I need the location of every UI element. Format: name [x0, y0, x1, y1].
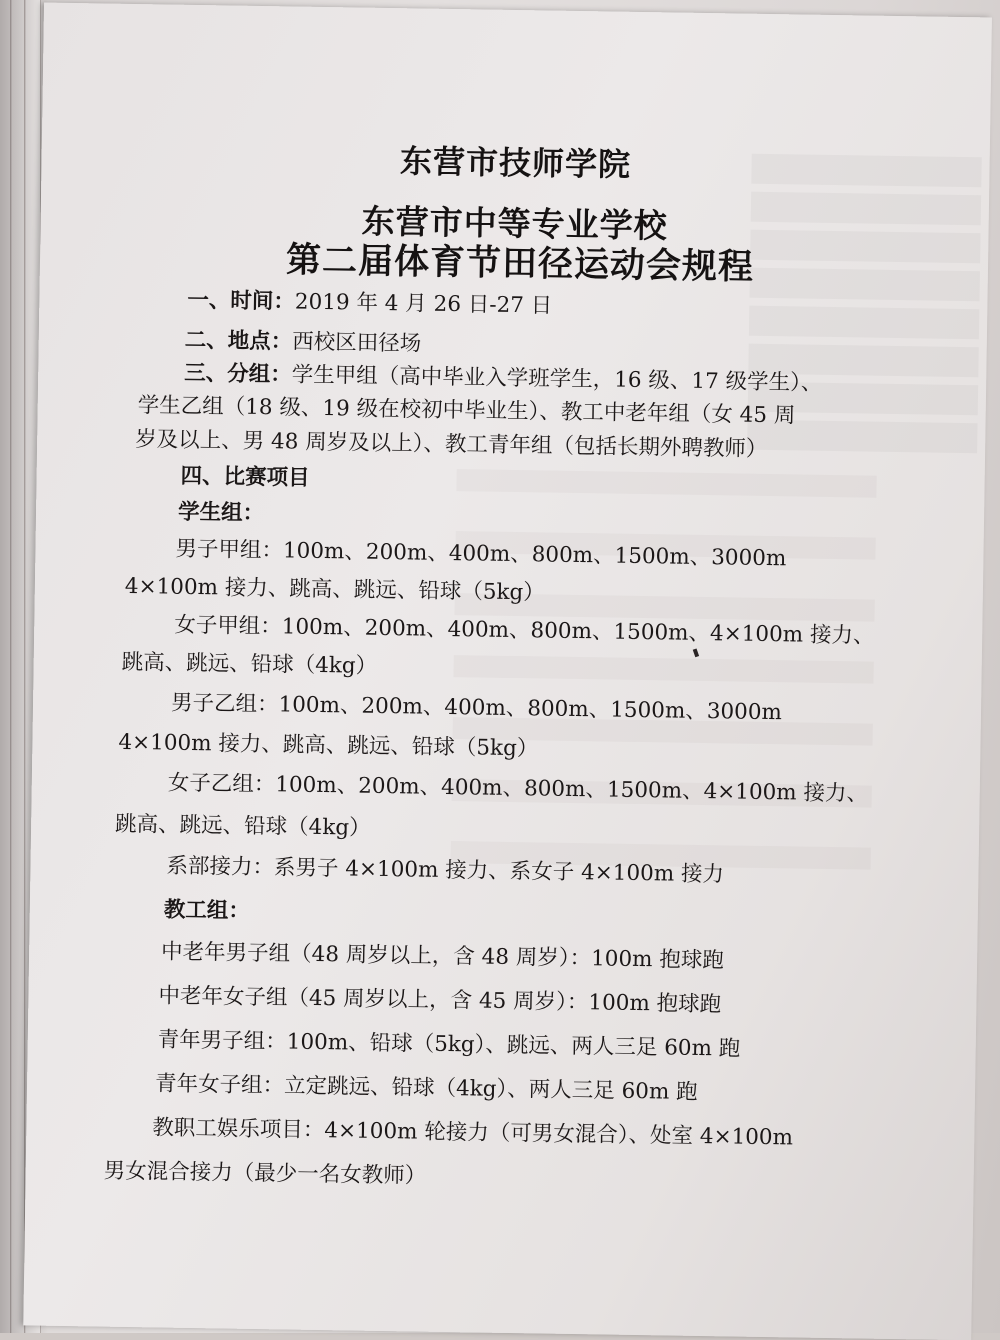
young-men-group: 青年男子组：100m、铅球（5kg）、跳远、两人三足 60m 跑 [157, 1027, 741, 1062]
document-title-line-3: 第二届体育节田径运动会规程 [285, 240, 755, 288]
document-title-line-2: 东营市中等专业学校 [361, 201, 668, 246]
young-women-group: 青年女子组：立定跳远、铅球（4kg）、两人三足 60m 跑 [154, 1071, 698, 1105]
staff-fun-events-line-2: 男女混合接力（最少一名女教师） [103, 1158, 427, 1189]
boys-a-line-1: 男子甲组：100m、200m、400m、800m、1500m、3000m [175, 536, 787, 572]
student-group-heading: 学生组： [177, 499, 265, 527]
girls-a-line-1: 女子甲组：100m、200m、400m、800m、1500m、4×100m 接力、 [174, 612, 875, 649]
staff-fun-events-line-1: 教职工娱乐项目：4×100m 轮接力（可男女混合）、处室 4×100m [152, 1115, 794, 1151]
group-line-3: 岁及以上、男 48 周岁及以上）、教工青年组（包括长期外聘教师） [135, 427, 768, 462]
document-title-line-1: 东营市技师学院 [399, 142, 632, 184]
time-value: 2019 年 4 月 26 日-27 日 [294, 289, 553, 319]
staff-group-heading: 教工组： [163, 897, 251, 924]
girls-a-line-2: 跳高、跳远、铅球（4kg） [121, 649, 378, 679]
events-heading: 四、比赛项目 [180, 463, 310, 491]
girls-b-line-2: 跳高、跳远、铅球（4kg） [114, 811, 371, 841]
group-line-2: 学生乙组（18 级、19 级在校初中毕业生）、教工中老年组（女 45 周 [137, 393, 796, 429]
girls-b-line-1: 女子乙组：100m、200m、400m、800m、1500m、4×100m 接力、 [167, 770, 869, 807]
group-line-1: 学生甲组（高中毕业入学班学生，16 级、17 级学生）、 [291, 362, 823, 396]
place-row [185, 323, 422, 358]
boys-a-line-2: 4×100m 接力、跳高、跳远、铅球（5kg） [124, 573, 545, 606]
senior-women-group: 中老年女子组（45 周岁以上，含 45 周岁）：100m 抱球跑 [158, 983, 722, 1018]
place-value: 西校区田径场 [292, 329, 422, 357]
bleed-through-text [450, 469, 877, 910]
department-relay: 系部接力：系男子 4×100m 接力、系女子 4×100m 接力 [166, 853, 725, 888]
boys-b-line-1: 男子乙组：100m、200m、400m、800m、1500m、3000m [170, 690, 783, 726]
boys-b-line-2: 4×100m 接力、跳高、跳远、铅球（5kg） [118, 729, 539, 762]
time-row [187, 283, 552, 320]
document-page [23, 3, 992, 1340]
place-label: 二、地点： [184, 327, 293, 355]
time-label: 一、时间： [187, 287, 296, 315]
senior-men-group: 中老年男子组（48 周岁以上，含 48 周岁）：100m 抱球跑 [160, 939, 725, 974]
group-label: 三、分组： [184, 360, 292, 388]
